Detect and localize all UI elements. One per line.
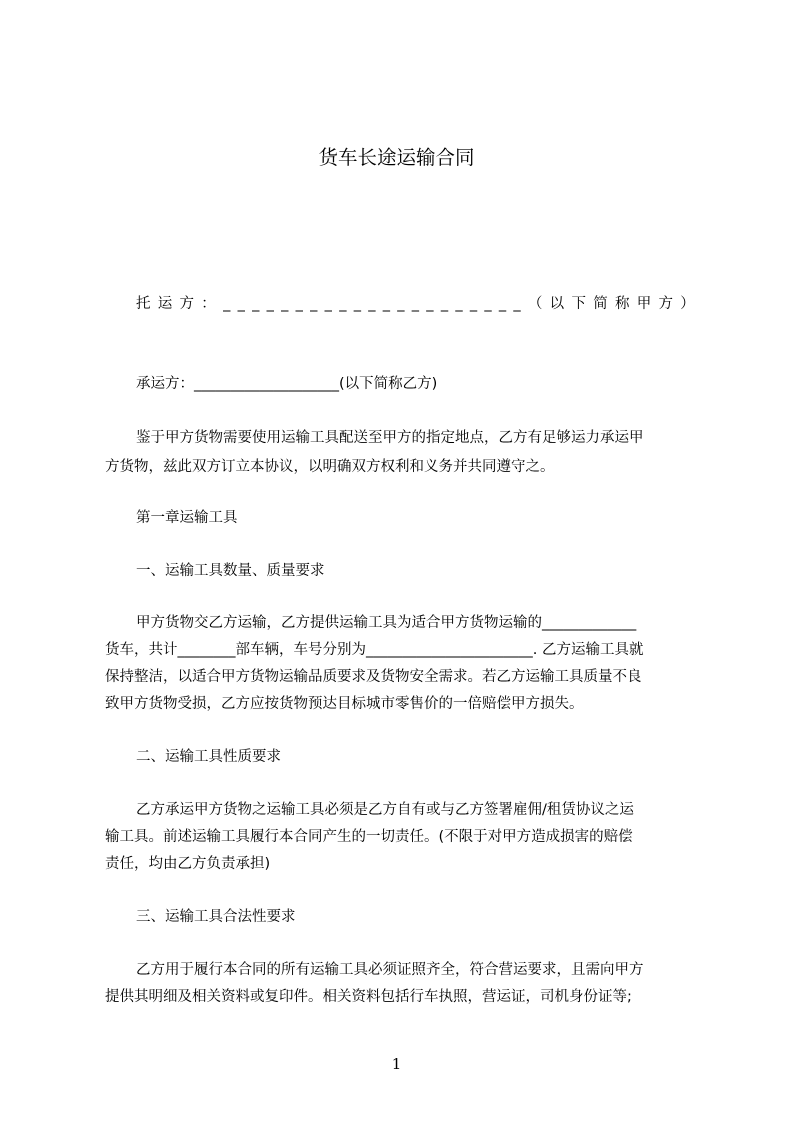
preamble-line-2: 方货物，兹此双方订立本协议，以明确双方权利和义务并共同遵守之。 [105, 459, 555, 475]
section-1-line-2: 货车，共计________部车辆，车号分别为_______________________. 乙方运输工具就 [105, 642, 644, 658]
preamble-line-1: 鉴于甲方货物需要使用运输工具配送至甲方的指定地点，乙方有足够运力承运甲 [136, 430, 644, 446]
section-1-line-4: 致甲方货物受损，乙方应按货物预达目标城市零售价的一倍赔偿甲方损失。 [105, 696, 584, 712]
shipper-line: 托运方：_____________________（以下简称甲方） [136, 296, 703, 312]
section-2-line-1: 乙方承运甲方货物之运输工具必须是乙方自有或与乙方签署雇佣/租赁协议之运 [136, 802, 634, 818]
section-1-heading: 一、运输工具数量、质量要求 [136, 563, 325, 579]
section-1-line-1: 甲方货物交乙方运输，乙方提供运输工具为适合甲方货物运输的_____________ [136, 615, 637, 631]
document-title: 货车长途运输合同 [318, 146, 475, 169]
carrier-line: 承运方：____________________(以下简称乙方) [136, 376, 438, 392]
section-3-line-2: 提供其明细及相关资料或复印件。相关资料包括行车执照，营运证，司机身份证等; [105, 989, 632, 1005]
section-3-heading: 三、运输工具合法性要求 [136, 909, 296, 925]
section-2-heading: 二、运输工具性质要求 [136, 749, 281, 765]
chapter-heading: 第一章运输工具 [136, 510, 238, 526]
section-2-line-2: 输工具。前述运输工具履行本合同产生的一切责任。(不限于对甲方造成损害的赔偿 [105, 829, 633, 845]
section-1-line-3: 保持整洁，以适合甲方货物运输品质要求及货物安全需求。若乙方运输工具质量不良 [105, 669, 642, 685]
section-2-line-3: 责任，均由乙方负责承担) [105, 856, 271, 872]
page-number: 1 [391, 1055, 402, 1073]
section-3-line-1: 乙方用于履行本合同的所有运输工具必须证照齐全，符合营运要求，且需向甲方 [136, 962, 644, 978]
